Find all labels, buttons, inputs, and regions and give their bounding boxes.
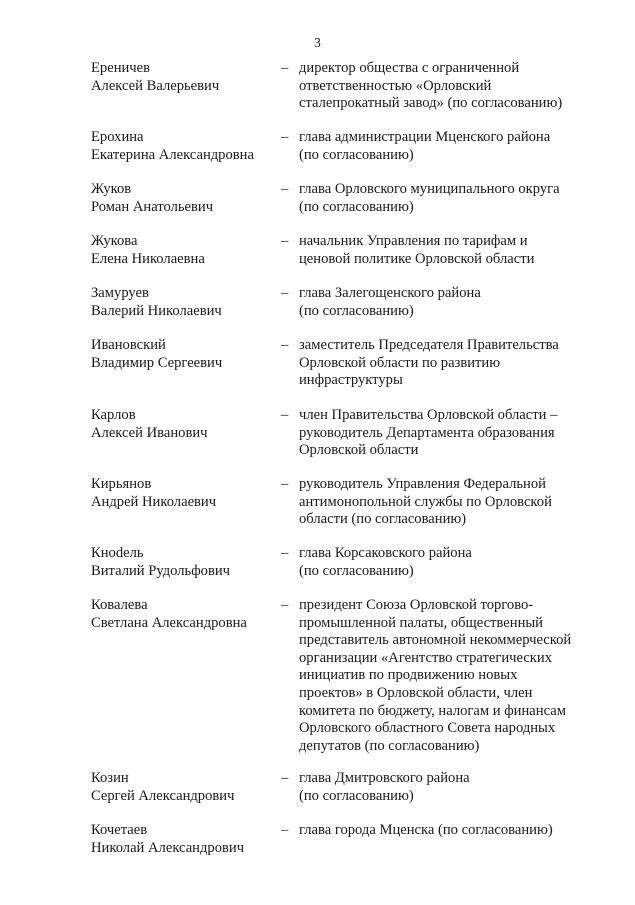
separator-dash: – (281, 285, 289, 301)
member-name (91, 129, 281, 164)
position-line: ответственностью «Орловский (299, 77, 492, 94)
position-line: начальник Управления по тарифам и (299, 233, 528, 249)
position-line: руководитель Управления Федеральной (299, 476, 546, 492)
member-surname: Кноdель (91, 545, 144, 561)
member-name (91, 407, 281, 442)
member-position (299, 285, 599, 320)
member-given-name: Роман Анатольевич (91, 198, 214, 215)
position-line: президент Союза Орловской торгово- (299, 597, 534, 613)
member-position (299, 407, 599, 460)
position-line: проектов» в Орловской области, член (299, 684, 533, 701)
position-line: член Правительства Орловской области – (299, 407, 558, 423)
member-surname: Карлов (91, 407, 136, 423)
position-line: Орловской области (299, 442, 419, 459)
member-name (91, 285, 281, 320)
position-line: инициатив по продвижению новых (299, 667, 518, 684)
position-line: заместитель Председателя Правительства (299, 337, 559, 353)
member-given-name: Валерий Николаевич (91, 302, 222, 319)
member-position (299, 822, 599, 840)
separator-dash: – (281, 407, 289, 423)
member-surname: Ивановский (91, 337, 166, 353)
position-line: (по согласованию) (299, 787, 414, 804)
position-line: сталепрокатный завод» (по согласованию) (299, 95, 563, 112)
member-surname: Ковалева (91, 597, 148, 613)
member-given-name: Андрей Николаевич (91, 493, 217, 510)
position-line: руководитель Департамента образования (299, 424, 555, 441)
position-line: Орловской области по развитию (299, 354, 501, 371)
member-position (299, 770, 599, 805)
member-name (91, 60, 281, 95)
separator-dash: – (281, 181, 289, 197)
position-line: инфраструктуры (299, 372, 403, 389)
member-name (91, 597, 281, 632)
position-line: (по согласованию) (299, 146, 414, 163)
position-line: промышленной палаты, общественный (299, 614, 543, 631)
member-given-name: Сергей Александрович (91, 787, 235, 804)
member-given-name: Виталий Рудольфович (91, 562, 231, 579)
member-name (91, 770, 281, 805)
member-given-name: Алексей Иванович (91, 424, 208, 441)
member-given-name: Николай Александрович (91, 839, 245, 856)
position-line: комитета по бюджету, налогам и финансам (299, 702, 566, 719)
separator-dash: – (281, 233, 289, 249)
member-name (91, 476, 281, 511)
position-line: (по согласованию) (299, 302, 414, 319)
member-surname: Ерохина (91, 129, 144, 145)
member-name (91, 822, 281, 857)
member-given-name: Алексей Валерьевич (91, 77, 220, 94)
member-surname: Козин (91, 770, 129, 786)
member-surname: Жукова (91, 233, 138, 249)
member-surname: Жуков (91, 181, 132, 197)
separator-dash: – (281, 337, 289, 353)
member-position (299, 181, 599, 216)
position-line: организации «Агентство стратегических (299, 649, 552, 666)
separator-dash: – (281, 129, 289, 145)
position-line: Орловского областного Совета народных (299, 720, 556, 737)
member-surname: Кирьянов (91, 476, 152, 492)
position-line: представитель автономной некоммерческой (299, 632, 572, 649)
separator-dash: – (281, 60, 289, 76)
separator-dash: – (281, 545, 289, 561)
member-given-name: Владимир Сергеевич (91, 354, 223, 371)
position-line: антимонопольной службы по Орловской (299, 493, 552, 510)
member-position (299, 597, 599, 755)
position-line: глава администрации Мценского района (299, 129, 551, 145)
position-line: (по согласованию) (299, 562, 414, 579)
member-position (299, 337, 599, 390)
member-position (299, 129, 599, 164)
member-given-name: Светлана Александровна (91, 614, 247, 631)
member-surname: Ереничев (91, 60, 151, 76)
position-line: области (по согласованию) (299, 511, 467, 528)
member-name (91, 337, 281, 372)
member-position (299, 233, 599, 268)
position-line: глава Орловского муниципального округа (299, 181, 560, 197)
member-surname: Кочетаев (91, 822, 148, 838)
position-line: глава города Мценска (по согласованию) (299, 822, 553, 838)
member-name (91, 545, 281, 580)
member-name (91, 233, 281, 268)
position-line: депутатов (по согласованию) (299, 737, 480, 754)
position-line: глава Дмитровского района (299, 770, 470, 786)
separator-dash: – (281, 476, 289, 492)
member-surname: Замуруев (91, 285, 149, 301)
position-line: глава Залегощенского района (299, 285, 481, 301)
member-name (91, 181, 281, 216)
member-given-name: Екатерина Александровна (91, 146, 254, 163)
member-position (299, 476, 599, 529)
separator-dash: – (281, 770, 289, 786)
page-number: 3 (314, 35, 321, 50)
position-line: директор общества с ограниченной (299, 60, 520, 76)
member-position (299, 545, 599, 580)
separator-dash: – (281, 822, 289, 838)
separator-dash: – (281, 597, 289, 613)
member-given-name: Елена Николаевна (91, 250, 205, 267)
position-line: ценовой политике Орловской области (299, 250, 535, 267)
position-line: глава Корсаковского района (299, 545, 472, 561)
position-line: (по согласованию) (299, 198, 414, 215)
member-position (299, 60, 599, 113)
